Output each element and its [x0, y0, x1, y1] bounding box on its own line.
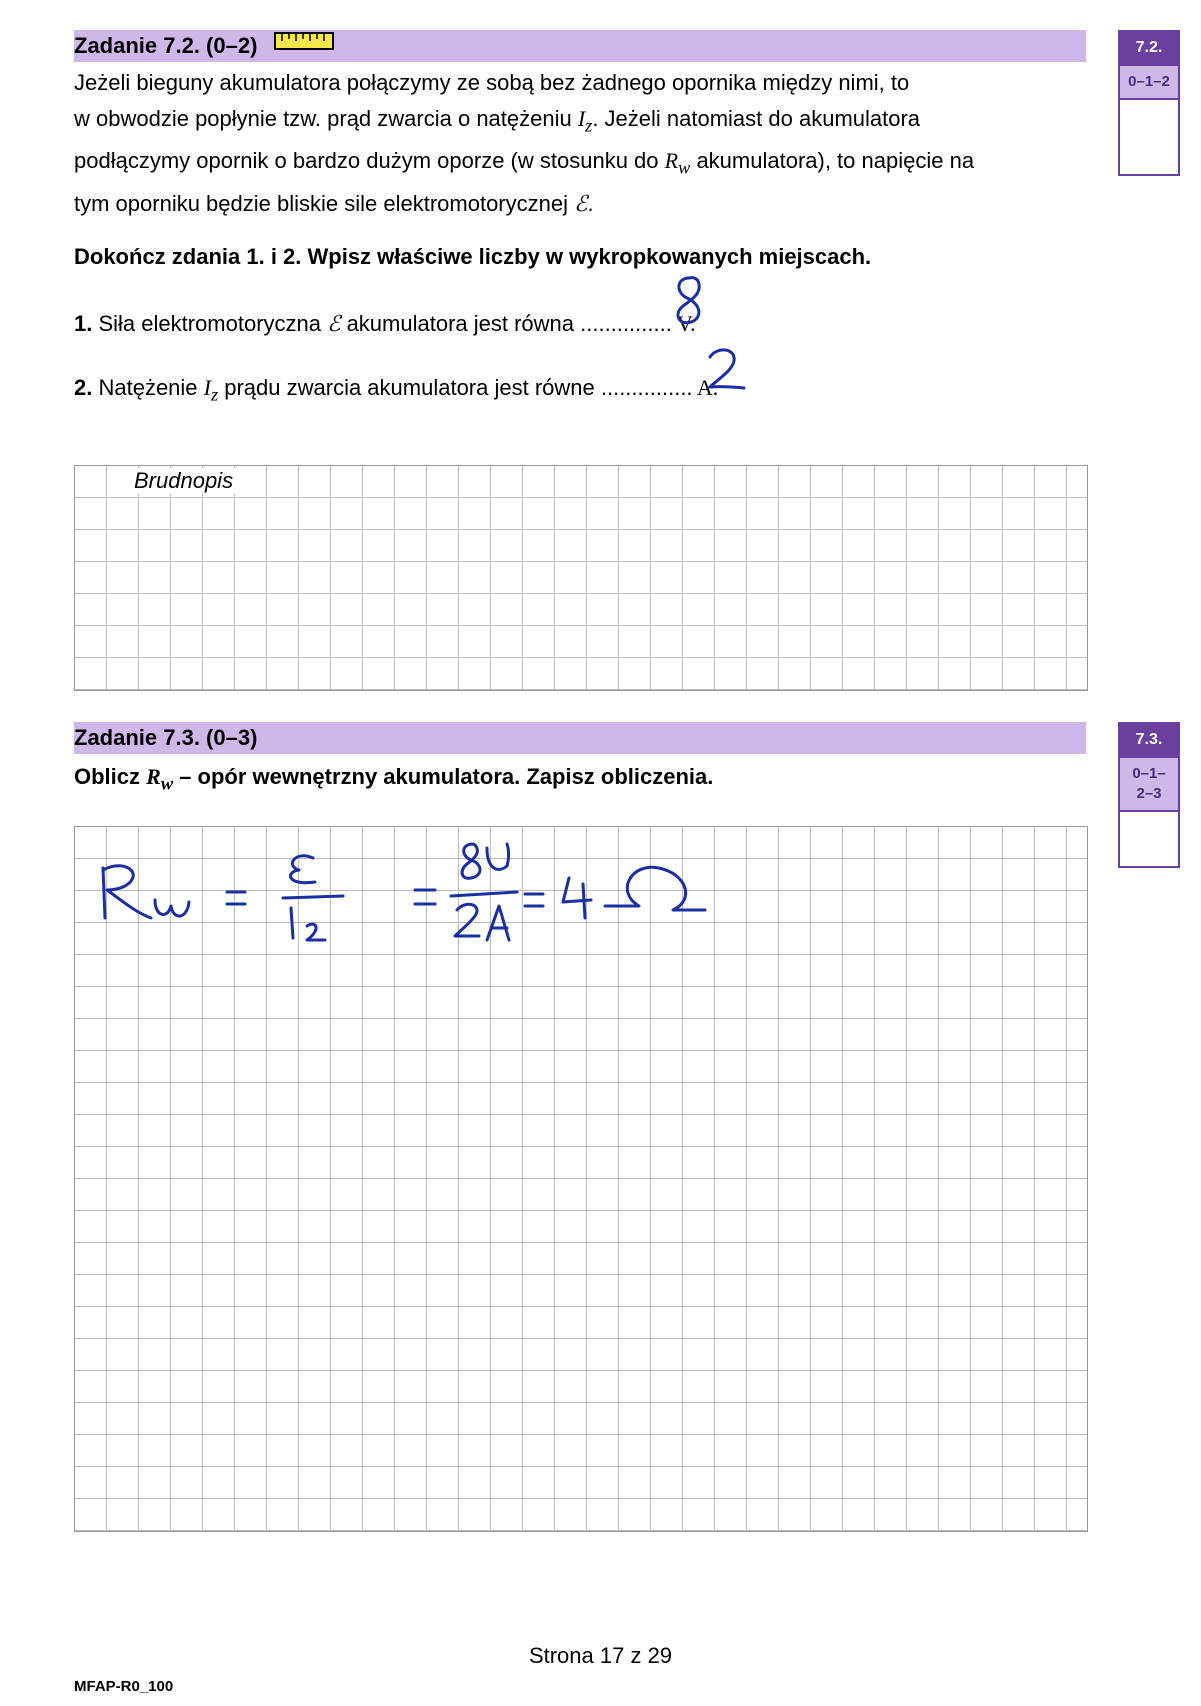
calculation-grid[interactable]: [74, 826, 1088, 1532]
score-box-7-3: [1118, 722, 1180, 868]
ruler-icon: [274, 28, 334, 60]
description-line: podłączymy opornik o bardzo dużym oporze (w stosunku do $R_w$ akumulatora), to napięcie na: [74, 148, 975, 178]
score-box-points: 0–1– 2–3: [1120, 756, 1178, 812]
document-code: MFAP-R0_100: [74, 1678, 174, 1695]
answer-2-dots: ...............: [600, 375, 693, 400]
description-line: w obwodzie popłynie tzw. prąd zwarcia o natężeniu $I_z$. Jeżeli natomiast do akumulatora: [74, 106, 921, 136]
task-7-2-description: [74, 65, 1094, 222]
task-7-2-header: [74, 30, 1086, 62]
task-7-2-title: Zadanie 7.2. (0–2): [74, 33, 258, 58]
score-box-7-2: [1118, 30, 1180, 176]
page-number: Strona 17 z 29: [528, 1643, 673, 1668]
task-7-3-instruction: Oblicz $R_w$ – opór wewnętrzny akumulatora. Zapisz obliczenia.: [74, 764, 714, 794]
score-box-points: 0–1–2: [1120, 64, 1178, 100]
score-box-task-number: 7.3.: [1120, 724, 1178, 756]
score-box-task-number: 7.2.: [1120, 32, 1178, 64]
description-line: Jeżeli bieguny akumulatora połączymy ze sobą bez żadnego opornika między nimi, to: [74, 70, 910, 95]
description-line: tym oporniku będzie bliskie sile elektromotorycznej ℰ.: [74, 190, 594, 216]
scratch-label: Brudnopis: [132, 468, 237, 494]
task-7-2-instruction: Dokończ zdania 1. i 2. Wpisz właściwe liczby w wykropkowanych miejscach.: [74, 244, 872, 269]
task-7-3-header: [74, 722, 1086, 754]
task-7-3-title: Zadanie 7.3. (0–3): [74, 725, 258, 750]
answer-item-2[interactable]: 2. Natężenie $I_z$ prądu zwarcia akumulatora jest równe ............... A.: [74, 375, 719, 405]
answer-item-1[interactable]: 1. Siła elektromotoryczna ℰ akumulatora jest równa ............... V.: [74, 311, 696, 336]
answer-1-dots: ...............: [580, 311, 672, 336]
scratch-grid[interactable]: [74, 465, 1088, 691]
